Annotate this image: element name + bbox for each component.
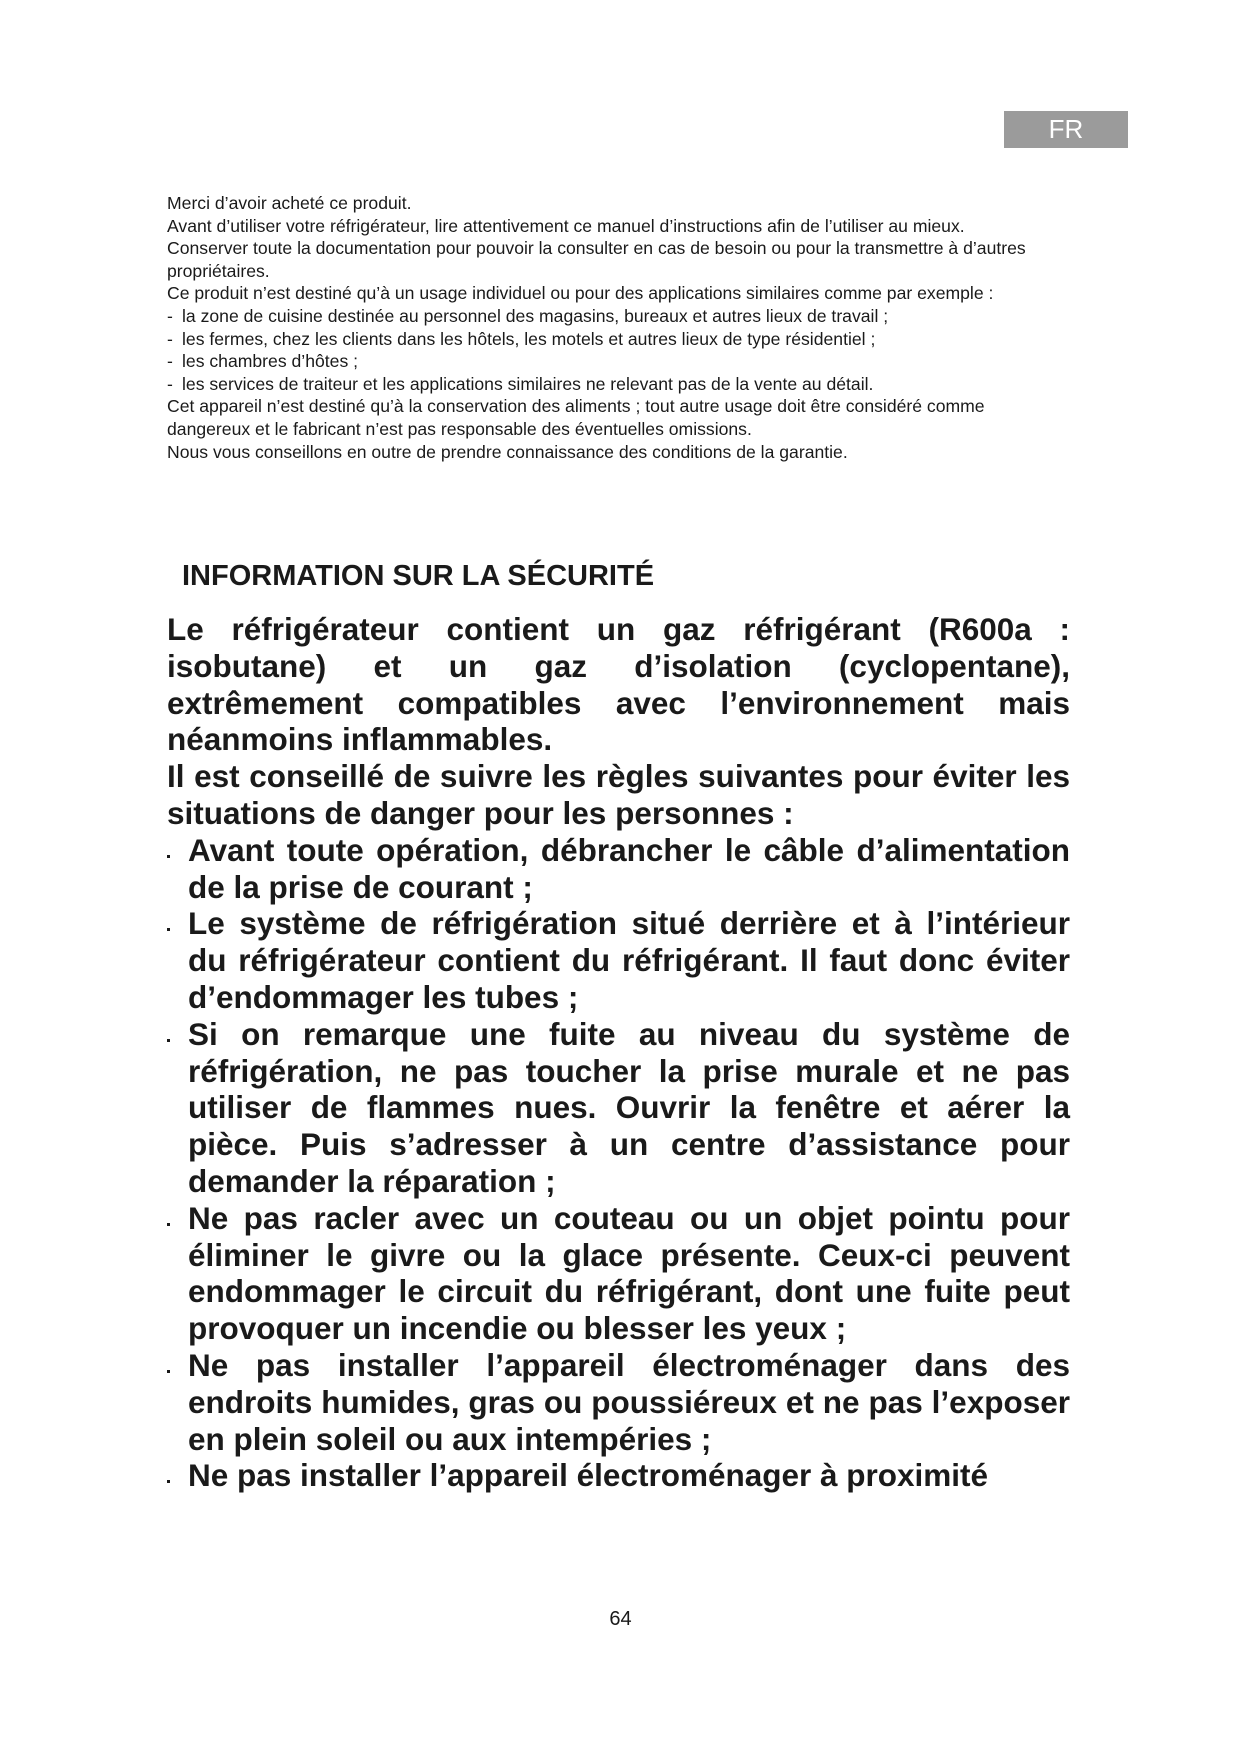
- intro-read-manual: Avant d’utiliser votre réfrigérateur, lire attentivement ce manuel d’instructions afin de l’utiliser au mieux.: [167, 215, 965, 236]
- page-number: 64: [609, 1608, 632, 1630]
- safety-rule-item: Ne pas installer l’appareil électroménager dans des endroits humides, gras ou poussiéreux et ne pas l’exposer en plein soleil ou aux intempéries ;: [167, 1347, 1070, 1457]
- intro-example-item: - les chambres d’hôtes ;: [167, 350, 1072, 373]
- safety-rule-item: Le système de réfrigération situé derrière et à l’intérieur du réfrigérateur contient du réfrigérant. Il faut donc éviter d’endommager les tubes ;: [167, 905, 1070, 1015]
- intro-example-item: - les fermes, chez les clients dans les hôtels, les motels et autres lieux de type résidentiel ;: [167, 328, 1072, 351]
- intro-example-item: - les services de traiteur et les applications similaires ne relevant pas de la vente au détail.: [167, 373, 1072, 396]
- intro-section: [167, 192, 1072, 463]
- gas-notice: Le réfrigérateur contient un gaz réfrigérant (R600a : isobutane) et un gaz d’isolation (cyclopentane), extrêmement compatibles avec l’environnement mais néanmoins inflammables.: [167, 611, 1070, 758]
- rules-intro: Il est conseillé de suivre les règles suivantes pour éviter les situations de danger pour les personnes :: [167, 758, 1070, 831]
- intro-keep-docs: Conserver toute la documentation pour pouvoir la consulter en cas de besoin ou pour la transmettre à d’autres propriétaires.: [167, 238, 1026, 281]
- language-badge: FR: [1004, 111, 1128, 148]
- safety-rule-item: Ne pas installer l’appareil électroménager à proximité: [167, 1457, 1070, 1494]
- safety-section-title: INFORMATION SUR LA SÉCURITÉ: [182, 560, 655, 592]
- intro-intended-use: Ce produit n’est destiné qu’à un usage individuel ou pour des applications similaires comme par exemple :: [167, 283, 994, 304]
- safety-rule-item: Avant toute opération, débrancher le câble d’alimentation de la prise de courant ;: [167, 832, 1070, 906]
- intro-food-only: Cet appareil n’est destiné qu’à la conservation des aliments ; tout autre usage doit être considéré comme dangereux et le fabricant n’est pas responsable des éventuelles omissions.: [167, 396, 985, 439]
- safety-rule-item: Ne pas racler avec un couteau ou un objet pointu pour éliminer le givre ou la glace présente. Ceux-ci peuvent endommager le circuit du réfrigérant, dont une fuite peut provoquer un incendie ou blesser les yeux ;: [167, 1200, 1070, 1347]
- safety-rules-list: [167, 832, 1070, 1494]
- intro-example-item: - la zone de cuisine destinée au personnel des magasins, bureaux et autres lieux de travail ;: [167, 305, 1072, 328]
- intro-thanks: Merci d’avoir acheté ce produit.: [167, 193, 412, 213]
- safety-warnings: [167, 611, 1070, 1494]
- intro-warranty: Nous vous conseillons en outre de prendre connaissance des conditions de la garantie.: [167, 441, 848, 462]
- safety-rule-item: Si on remarque une fuite au niveau du système de réfrigération, ne pas toucher la prise murale et ne pas utiliser de flammes nues. Ouvrir la fenêtre et aérer la pièce. Puis s’adresser à un centre d’assistance pour demander la réparation ;: [167, 1016, 1070, 1200]
